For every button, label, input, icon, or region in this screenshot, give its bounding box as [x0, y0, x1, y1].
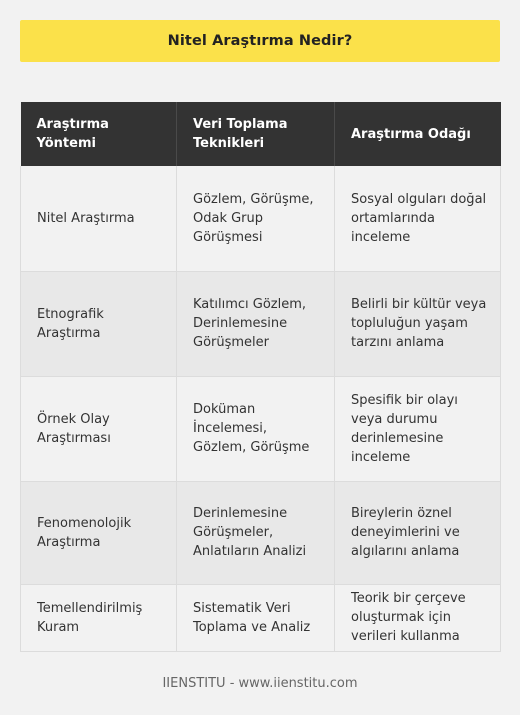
cell-focus: Spesifik bir olayı veya durumu derinlemesine inceleme — [335, 376, 501, 481]
cell-method: Fenomenolojik Araştırma — [21, 481, 177, 584]
cell-techniques: Gözlem, Görüşme, Odak Grup Görüşmesi — [177, 166, 335, 271]
research-methods-table — [20, 102, 501, 652]
header-research-method: Araştırma Yöntemi — [21, 102, 177, 166]
table-header — [21, 102, 501, 166]
cell-method: Temellendirilmiş Kuram — [21, 584, 177, 651]
table-row — [21, 481, 501, 584]
cell-method: Etnografik Araştırma — [21, 271, 177, 376]
cell-method: Nitel Araştırma — [21, 166, 177, 271]
header-research-focus: Araştırma Odağı — [335, 102, 501, 166]
cell-method: Örnek Olay Araştırması — [21, 376, 177, 481]
footer-credit: IIENSTITU - www.iienstitu.com — [162, 676, 358, 691]
cell-focus: Belirli bir kültür veya topluluğun yaşam tarzını anlama — [335, 271, 501, 376]
table-row — [21, 271, 501, 376]
page-title: Nitel Araştırma Nedir? — [167, 33, 353, 49]
cell-techniques: Katılımcı Gözlem, Derinlemesine Görüşmeler — [177, 271, 335, 376]
table-row — [21, 166, 501, 271]
title-banner — [20, 20, 500, 62]
table-row — [21, 584, 501, 651]
cell-techniques: Doküman İncelemesi, Gözlem, Görüşme — [177, 376, 335, 481]
cell-focus: Bireylerin öznel deneyimlerini ve algılarını anlama — [335, 481, 501, 584]
cell-techniques: Derinlemesine Görüşmeler, Anlatıların Analizi — [177, 481, 335, 584]
cell-focus: Sosyal olguları doğal ortamlarında inceleme — [335, 166, 501, 271]
cell-techniques: Sistematik Veri Toplama ve Analiz — [177, 584, 335, 651]
header-data-collection: Veri Toplama Teknikleri — [177, 102, 335, 166]
header-row — [21, 102, 501, 166]
table-row — [21, 376, 501, 481]
cell-focus: Teorik bir çerçeve oluşturmak için verileri kullanma — [335, 584, 501, 651]
table-body — [21, 166, 501, 651]
